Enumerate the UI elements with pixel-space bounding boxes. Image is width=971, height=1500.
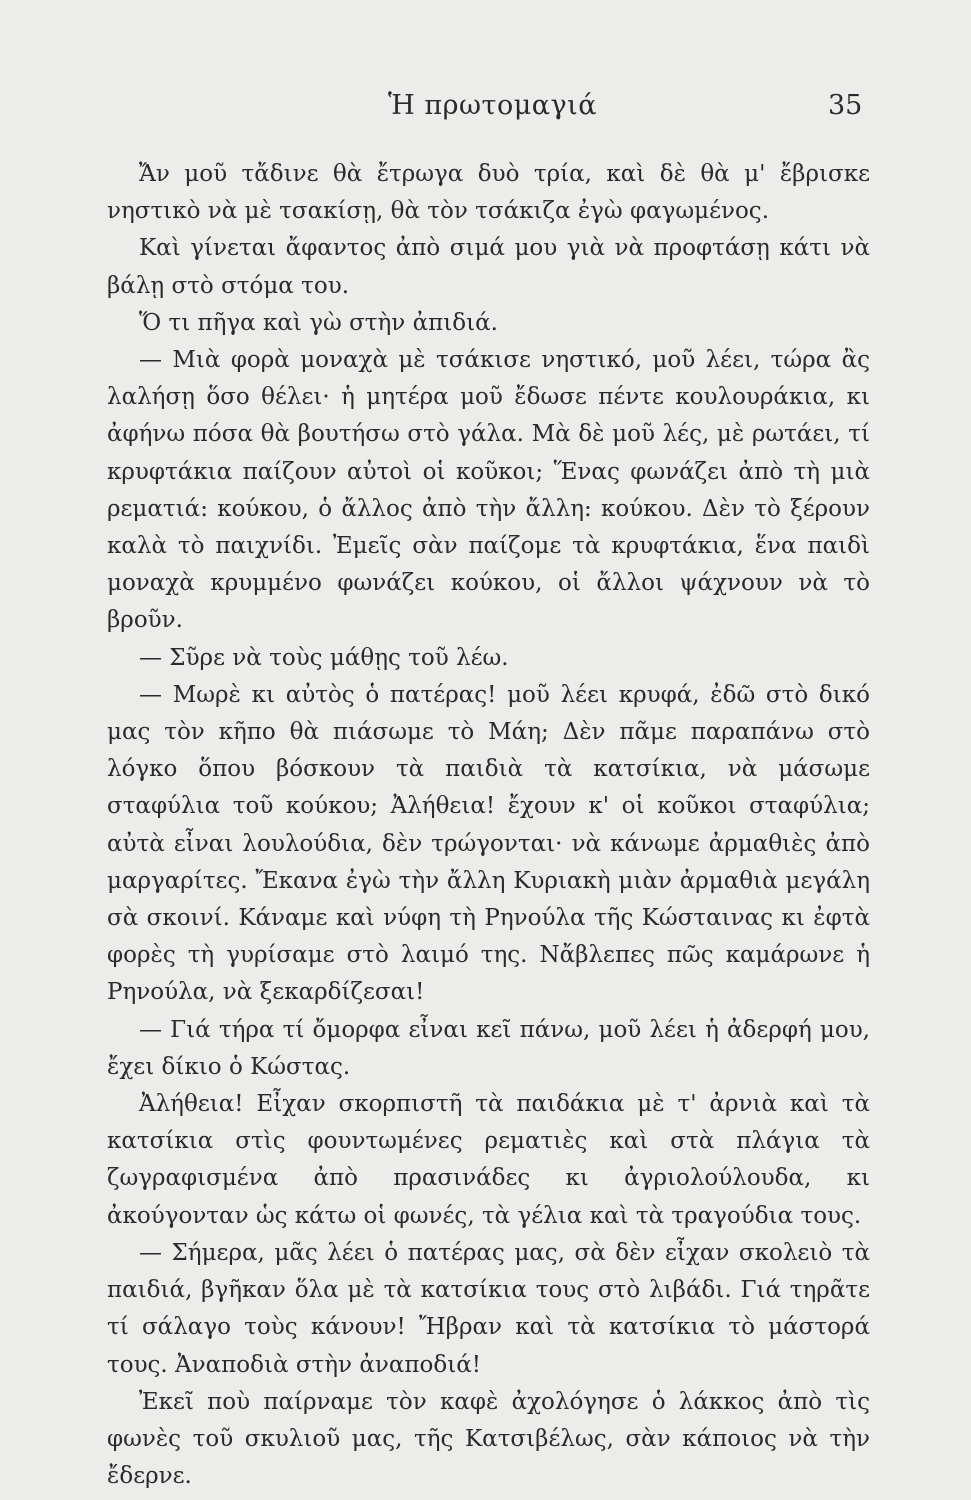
running-title: Ἡ πρωτομαγιά: [388, 90, 597, 121]
paragraph: Ὅ τι πῆγα καὶ γὼ στὴν ἀπιδιά.: [139, 309, 498, 336]
paragraph: — Μωρὲ κι αὐτὸς ὁ πατέρας! μοῦ λέει κρυφά, ἐδῶ στὸ δικό μας τὸν κῆπο θὰ πιάσωμε τὸ Μάη; Δὲν πᾶμε παραπάνω στὸ λόγκο ὅπου βόσκουν τὰ παιδιὰ τὰ κατσίκια, νὰ μάσωμε σταφύλια τοῦ κούκου; Ἀλήθεια! ἔχουν κ' οἱ κοῦκοι σταφύλια; αὐτὰ εἶναι λουλούδια, δὲν τρώγονται· νὰ κάνωμε ἀρμαθιὲς ἀπὸ μαργαρίτες. Ἔκανα ἐγὼ τὴν ἄλλη Κυριακὴ μιὰν ἀρμαθιὰ μεγάλη σὰ σκοινί. Κάναμε καὶ νύφη τὴ Ρηνούλα τῆς Κώσταινας κι ἐφτὰ φορὲς τὴ γυρίσαμε στὸ λαιμό της. Νἄβλεπες πῶς καμάρωνε ἡ Ρηνούλα, νὰ ξεκαρδίζεσαι!: [107, 681, 870, 1006]
paragraph: Ἐκεῖ ποὺ παίρναμε τὸν καφὲ ἀχολόγησε ὁ λάκκος ἀπὸ τὶς φωνὲς τοῦ σκυλιοῦ μας, τῆς Κατσιβέλως, σὰν κάποιος νὰ τὴν ἔδερνε.: [107, 1388, 870, 1490]
paragraph: Ἀλήθεια! Εἶχαν σκορπιστῆ τὰ παιδάκια μὲ τ' ἀρνιὰ καὶ τὰ κατσίκια στὶς φουντωμένες ρεματιὲς καὶ στὰ πλάγια τὰ ζωγραφισμένα ἀπὸ πρασινάδες κι ἀγριολούλουδα, κι ἀκούγονταν ὡς κάτω οἱ φωνές, τὰ γέλια καὶ τὰ τραγούδια τους.: [107, 1091, 870, 1229]
paragraph: Καὶ γίνεται ἄφαντος ἀπὸ σιμά μου γιὰ νὰ προφτάσῃ κάτι νὰ βάλῃ στὸ στόμα του.: [107, 235, 870, 299]
page-header: [0, 90, 971, 126]
page-number: 35: [828, 90, 863, 121]
paragraph: — Σῦρε νὰ τοὺς μάθῃς τοῦ λέω.: [139, 644, 509, 671]
paragraph: Ἄν μοῦ τἄδινε θὰ ἔτρωγα δυὸ τρία, καὶ δὲ θὰ μ' ἔβρισκε νηστικὸ νὰ μὲ τσακίσῃ, θὰ τὸν τσάκιζα ἐγὼ φαγωμένος.: [107, 161, 870, 225]
paragraph: — Μιὰ φορὰ μοναχὰ μὲ τσάκισε νηστικό, μοῦ λέει, τώρα ἂς λαλήσῃ ὅσο θέλει· ἡ μητέρα μοῦ ἔδωσε πέντε κουλουράκια, κι ἀφήνω πόσα θὰ βουτήσω στὸ γάλα. Μὰ δὲ μοῦ λές, μὲ ρωτάει, τί κρυφτάκια παίζουν αὐτοὶ οἱ κοῦκοι; Ἕνας φωνάζει ἀπὸ τὴ μιὰ ρεματιά: κούκου, ὁ ἄλλος ἀπὸ τὴν ἄλλη: κούκου. Δὲν τὸ ξέρουν καλὰ τὸ παιχνίδι. Ἐμεῖς σὰν παίζομε τὰ κρυφτάκια, ἕνα παιδὶ μοναχὰ κρυμμένο φωνάζει κούκου, οἱ ἄλλοι ψάχνουν νὰ τὸ βροῦν.: [107, 347, 870, 634]
paragraph: — Γιά τήρα τί ὄμορφα εἶναι κεῖ πάνω, μοῦ λέει ἡ ἀδερφή μου, ἔχει δίκιο ὁ Κώστας.: [107, 1016, 870, 1080]
body-text: [107, 156, 870, 1495]
paragraph: — Σήμερα, μᾶς λέει ὁ πατέρας μας, σὰ δὲν εἶχαν σκολειὸ τὰ παιδιά, βγῆκαν ὅλα μὲ τὰ κατσίκια τους στὸ λιβάδι. Γιά τηρᾶτε τί σάλαγο τοὺς κάνουν! Ἤβραν καὶ τὰ κατσίκια τὸ μάστορά τους. Ἀναποδιὰ στὴν ἀναποδιά!: [107, 1239, 870, 1378]
